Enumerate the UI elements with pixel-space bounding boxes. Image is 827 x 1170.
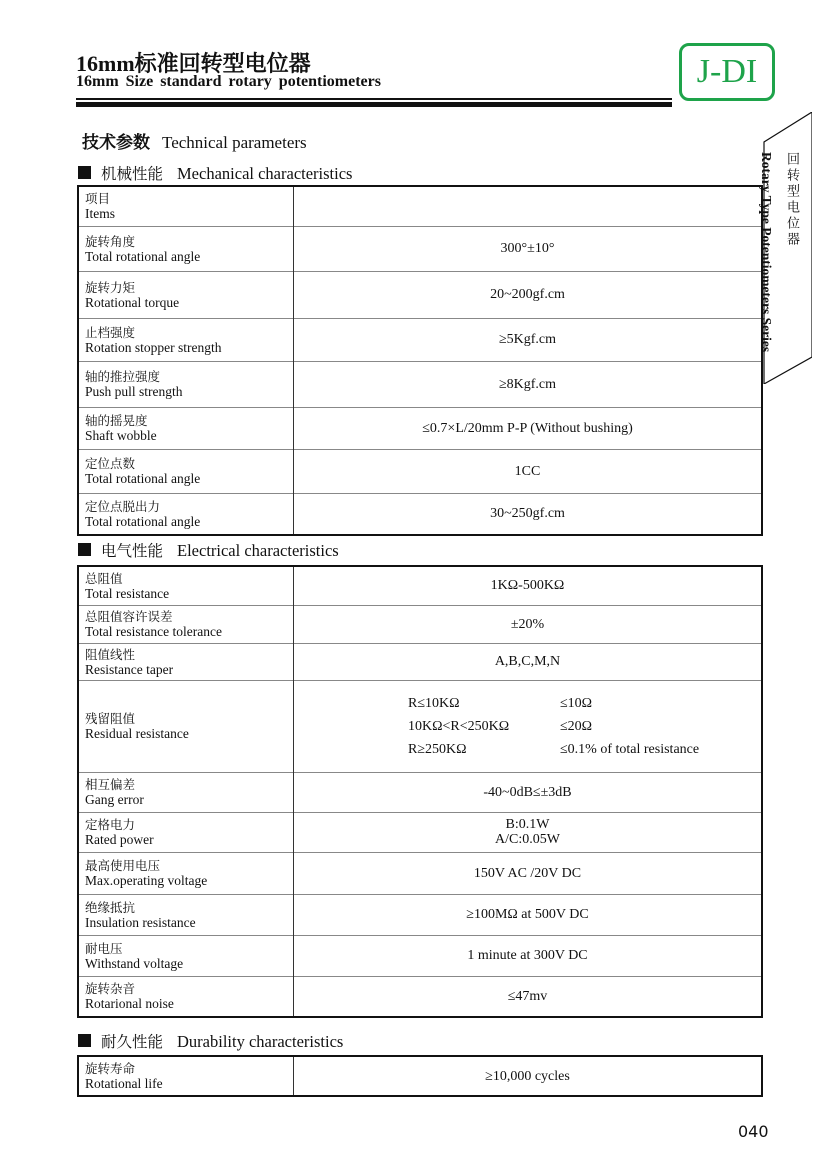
label-cell xyxy=(78,271,294,318)
label-cn: 相互偏差 xyxy=(85,777,136,792)
label-cell xyxy=(78,812,294,852)
square-bullet-icon xyxy=(78,543,91,556)
label-cn: 最高使用电压 xyxy=(85,858,161,873)
label-cell xyxy=(78,976,294,1017)
header-rule-thick xyxy=(76,102,672,107)
label-en: Total rotational angle xyxy=(85,513,201,529)
table-row xyxy=(78,812,762,852)
value-cell: -40~0dB≤±3dB xyxy=(294,772,763,812)
label-cell xyxy=(78,566,294,605)
label-cell xyxy=(78,772,294,812)
table-row xyxy=(78,935,762,976)
value-cell xyxy=(294,186,763,226)
durability-heading-cn: 耐久性能 xyxy=(101,1033,164,1051)
rated-power-line1: B:0.1W xyxy=(505,817,550,832)
label-en: Residual resistance xyxy=(85,726,189,741)
side-tab-label-en: Rotary Type Potentiometers Series xyxy=(759,152,774,353)
mechanical-heading-en: Mechanical characteristics xyxy=(177,164,353,183)
table-row xyxy=(78,1056,762,1096)
label-cn: 轴的推拉强度 xyxy=(85,369,161,384)
table-row xyxy=(78,271,762,318)
condition-range: R≤10KΩ xyxy=(408,695,460,711)
label-en: Shaft wobble xyxy=(85,428,157,443)
label-cn: 轴的摇晃度 xyxy=(85,413,148,428)
label-cell xyxy=(78,407,294,449)
label-cell xyxy=(78,226,294,271)
table-row xyxy=(78,566,762,605)
label-cn: 定位点脱出力 xyxy=(85,498,161,514)
value-cell xyxy=(294,812,763,852)
label-en: Items xyxy=(85,206,115,222)
table-row xyxy=(78,449,762,493)
value-cell: ≥10,000 cycles xyxy=(294,1056,763,1096)
label-en: Total rotational angle xyxy=(85,248,201,264)
label-cell xyxy=(78,1056,294,1096)
label-cn: 总阻值容许误差 xyxy=(85,609,173,624)
logo-text: J-DI xyxy=(696,53,758,90)
electrical-table xyxy=(77,565,763,1018)
tech-params-heading xyxy=(82,128,307,153)
condition-limit: ≤10Ω xyxy=(560,695,593,711)
header-rule-thin xyxy=(76,98,672,100)
label-cn: 旋转力矩 xyxy=(85,279,136,295)
label-cell xyxy=(78,680,294,772)
label-cell xyxy=(78,894,294,935)
value-cell: 1 minute at 300V DC xyxy=(294,935,763,976)
label-en: Rotation stopper strength xyxy=(85,339,222,355)
label-cell xyxy=(78,361,294,407)
label-cell xyxy=(78,852,294,894)
label-en: Withstand voltage xyxy=(85,955,184,971)
rated-power-line2: A/C:0.05W xyxy=(495,832,560,847)
value-cell: 1KΩ-500KΩ xyxy=(294,566,763,605)
label-cell xyxy=(78,605,294,643)
durability-heading xyxy=(78,1030,343,1052)
page-title-cn: 16mm标准回转型电位器 xyxy=(76,51,311,76)
label-cn: 旋转角度 xyxy=(85,233,136,249)
value-cell: 1CC xyxy=(294,449,763,493)
value-cell: 20~200gf.cm xyxy=(294,271,763,318)
label-cn: 阻值线性 xyxy=(85,646,136,662)
label-cell xyxy=(78,935,294,976)
table-row xyxy=(78,318,762,361)
table-row xyxy=(78,772,762,812)
label-cell xyxy=(78,449,294,493)
table-row xyxy=(78,493,762,535)
table-row xyxy=(78,361,762,407)
mechanical-table xyxy=(77,185,763,536)
durability-table xyxy=(77,1055,763,1097)
table-row xyxy=(78,186,762,226)
label-en: Insulation resistance xyxy=(85,914,196,930)
value-cell: 300°±10° xyxy=(294,226,763,271)
table-row xyxy=(78,852,762,894)
condition-range: R≥250KΩ xyxy=(408,741,467,757)
label-en: Gang error xyxy=(85,792,144,807)
brand-logo xyxy=(679,43,775,101)
label-cell xyxy=(78,493,294,535)
table-row xyxy=(78,976,762,1017)
square-bullet-icon xyxy=(78,1034,91,1047)
value-cell: ±20% xyxy=(294,605,763,643)
mechanical-heading xyxy=(78,162,352,184)
electrical-heading-cn: 电气性能 xyxy=(101,542,164,560)
page-number: 040 xyxy=(738,1122,769,1141)
durability-heading-en: Durability characteristics xyxy=(177,1032,344,1051)
electrical-heading-en: Electrical characteristics xyxy=(177,541,339,560)
label-cn: 止档强度 xyxy=(85,324,136,340)
label-en: Rotarional noise xyxy=(85,996,174,1012)
label-en: Rated power xyxy=(85,832,154,847)
value-cell: A,B,C,M,N xyxy=(294,643,763,680)
label-cell xyxy=(78,643,294,680)
value-cell: 150V AC /20V DC xyxy=(294,852,763,894)
label-en: Resistance taper xyxy=(85,661,174,677)
label-en: Rotational torque xyxy=(85,294,180,310)
label-cn: 旋转寿命 xyxy=(85,1061,136,1076)
mechanical-heading-cn: 机械性能 xyxy=(101,165,164,183)
value-cell: 30~250gf.cm xyxy=(294,493,763,535)
value-cell: ≥100MΩ at 500V DC xyxy=(294,894,763,935)
label-en: Push pull strength xyxy=(85,384,183,399)
residual-conditions xyxy=(408,696,761,757)
condition-limit: ≤0.1% of total resistance xyxy=(560,741,700,757)
square-bullet-icon xyxy=(78,166,91,179)
side-tab-label-cn: 回转型电位器 xyxy=(784,152,799,248)
label-en: Rotational life xyxy=(85,1076,163,1091)
table-row xyxy=(78,680,762,772)
label-cn: 旋转杂音 xyxy=(85,981,136,997)
tech-heading-cn: 技术参数 xyxy=(82,133,150,152)
label-en: Max.operating voltage xyxy=(85,873,208,888)
label-cn: 定位点数 xyxy=(85,456,136,471)
label-cn: 耐电压 xyxy=(85,940,123,956)
table-row xyxy=(78,605,762,643)
value-cell: ≤0.7×L/20mm P-P (Without bushing) xyxy=(294,407,763,449)
label-cn: 定格电力 xyxy=(85,817,136,832)
label-cn: 项目 xyxy=(85,191,111,207)
label-cn: 绝缘抵抗 xyxy=(85,899,136,915)
table-row xyxy=(78,407,762,449)
label-en: Total resistance xyxy=(85,585,170,601)
value-cell: ≥5Kgf.cm xyxy=(294,318,763,361)
label-cn: 残留阻值 xyxy=(85,711,136,726)
table-row xyxy=(78,226,762,271)
label-cell xyxy=(78,186,294,226)
label-en: Total resistance tolerance xyxy=(85,624,222,639)
value-cell xyxy=(294,680,763,772)
value-cell: ≥8Kgf.cm xyxy=(294,361,763,407)
table-row xyxy=(78,643,762,680)
page-title-en: 16mm Size standard rotary potentiometers xyxy=(76,73,381,90)
condition-range: 10KΩ<R<250KΩ xyxy=(408,718,510,734)
label-cn: 总阻值 xyxy=(85,570,123,586)
condition-limit: ≤20Ω xyxy=(560,718,593,734)
table-row xyxy=(78,894,762,935)
label-cell xyxy=(78,318,294,361)
label-en: Total rotational angle xyxy=(85,471,201,486)
value-cell: ≤47mv xyxy=(294,976,763,1017)
electrical-heading xyxy=(78,539,339,561)
tech-heading-en: Technical parameters xyxy=(162,133,307,152)
